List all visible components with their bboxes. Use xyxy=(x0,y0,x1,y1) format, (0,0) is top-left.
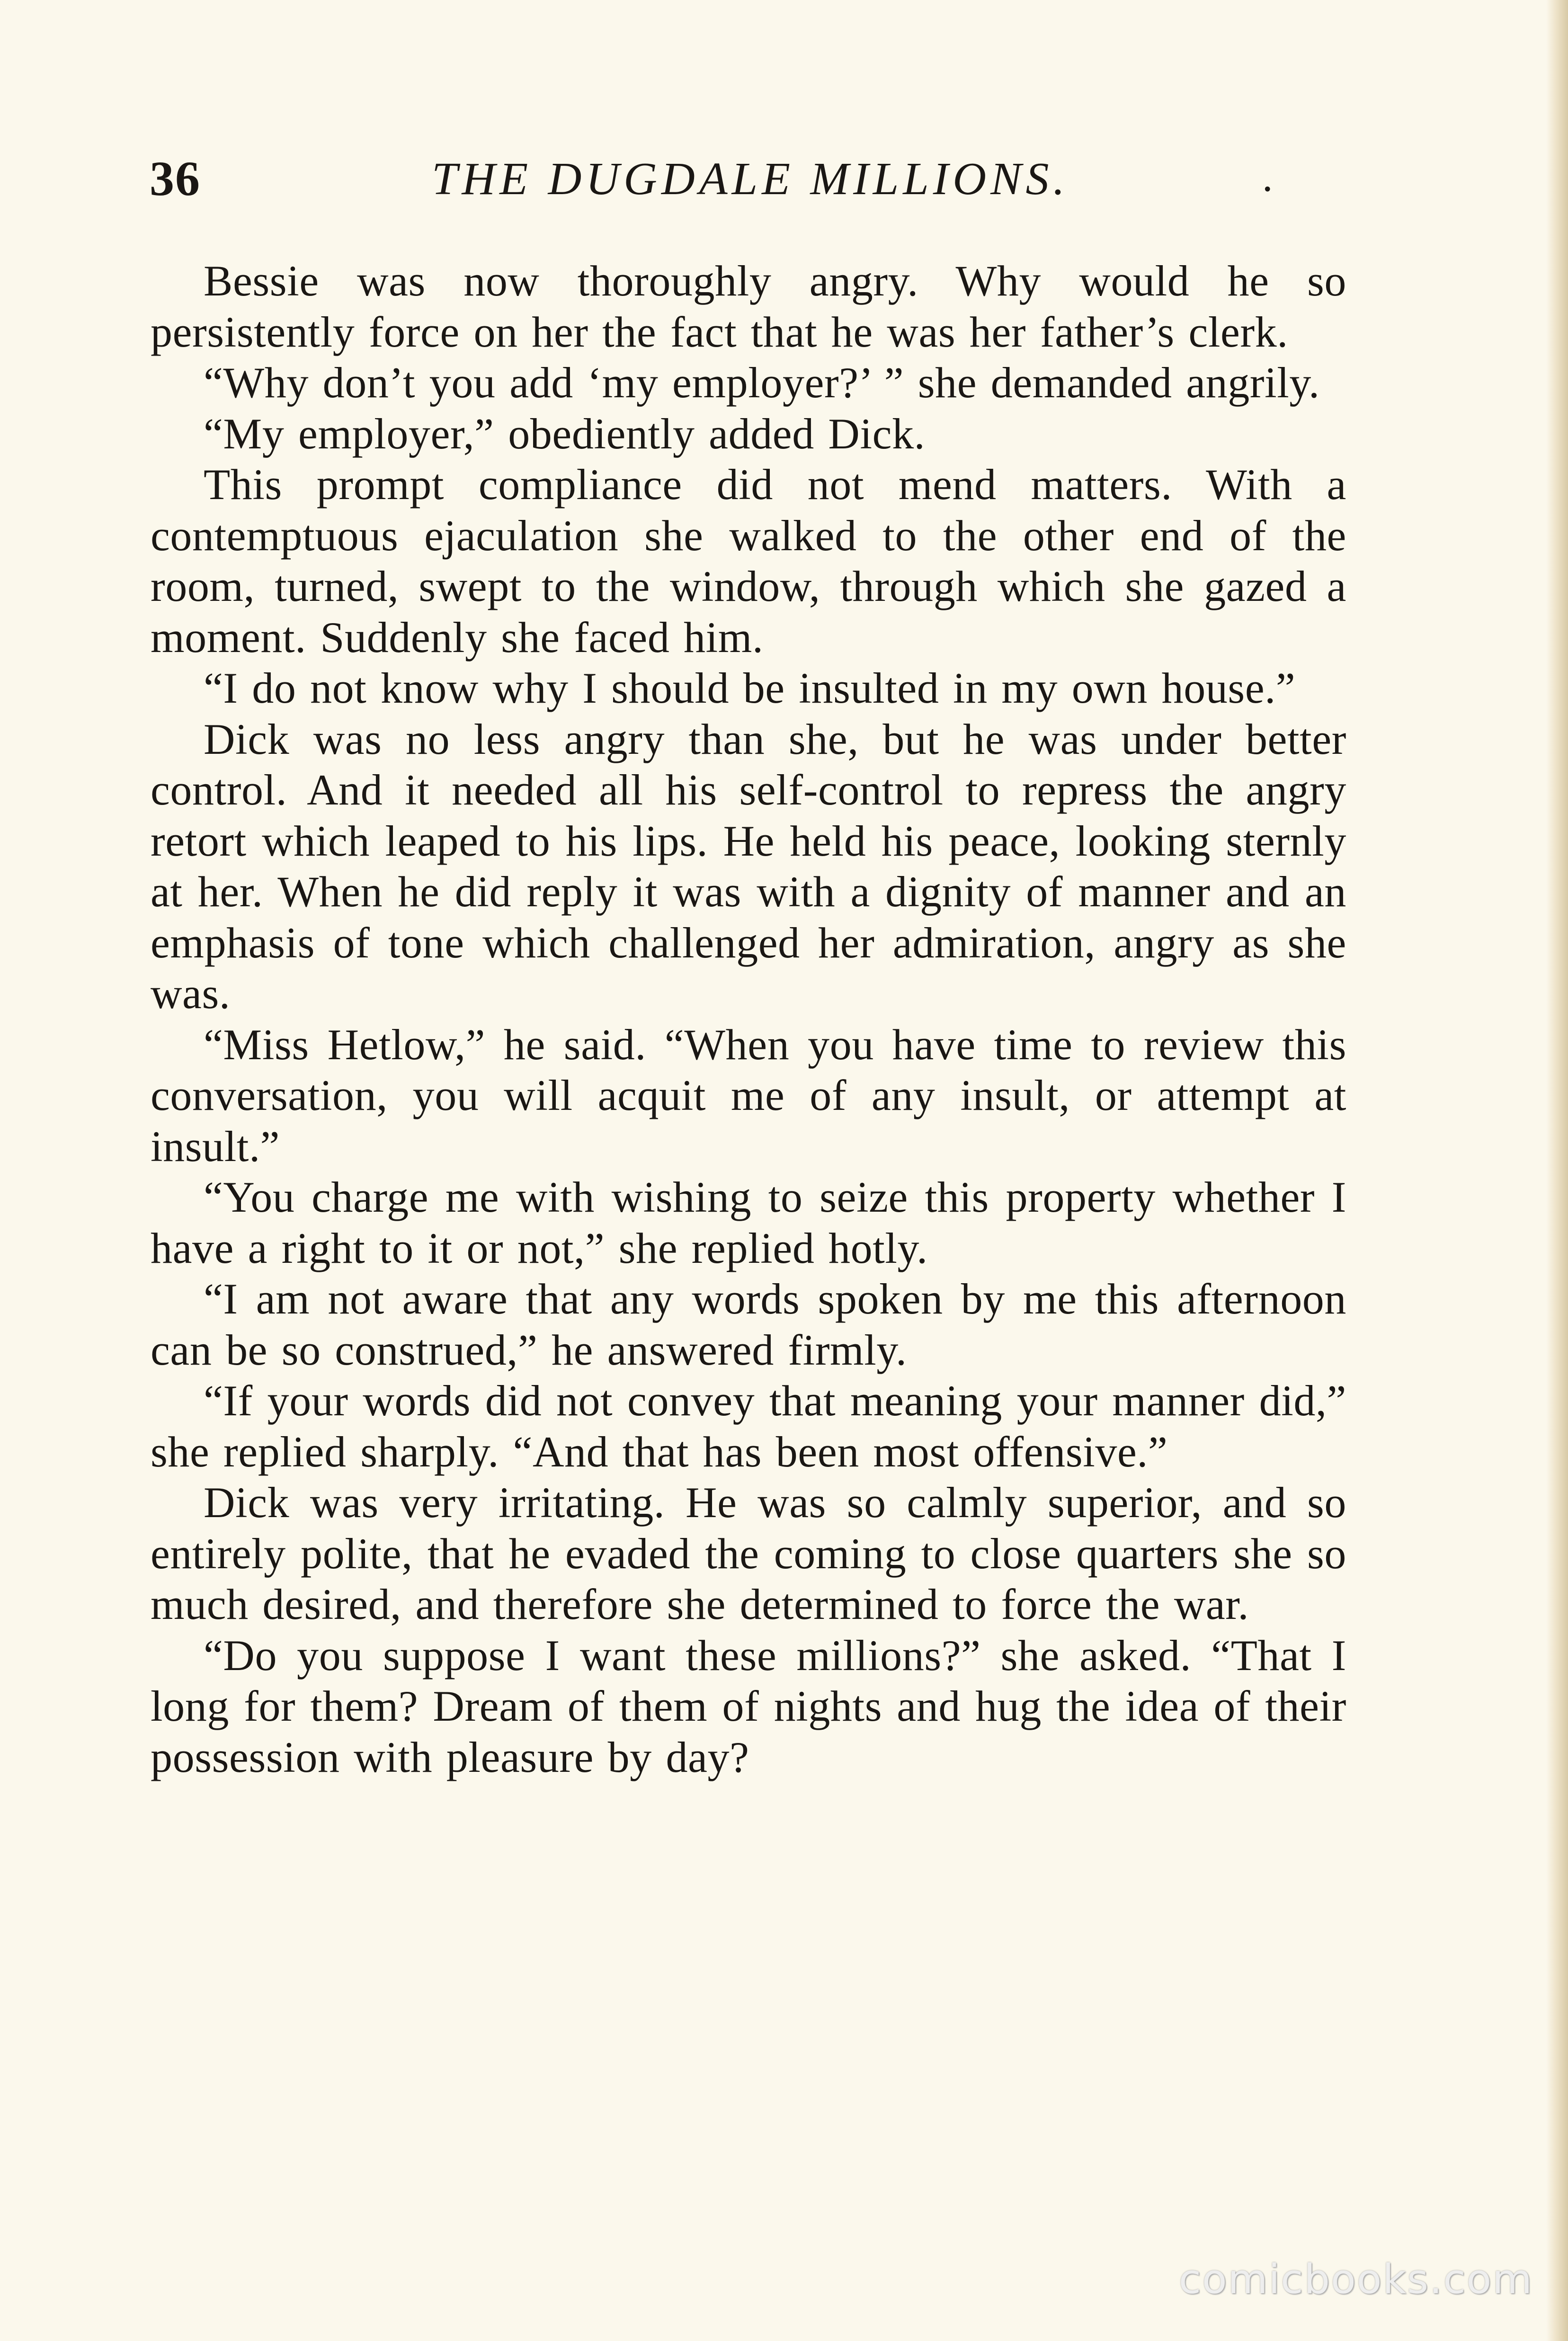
paragraph: “You charge me with wishing to seize this property whether I have a right to it or not,” she replied hotly. xyxy=(151,1173,1346,1272)
paragraph: This prompt compliance did not mend matters. With a contemptuous ejaculation she walked to the other end of the room, turned, swept to the window, through which she gazed a moment. Suddenly she faced him. xyxy=(151,460,1346,661)
running-head xyxy=(150,151,1347,217)
paragraph: Bessie was now thoroughly angry. Why would he so persistently force on her the fact that he was her father’s clerk. xyxy=(151,257,1346,356)
page-edge xyxy=(1546,0,1568,2341)
paragraph: “Do you suppose I want these millions?” she asked. “That I long for them? Dream of them of nights and hug the idea of their possession with pleasure by day? xyxy=(151,1631,1346,1781)
book-title: THE DUGDALE MILLIONS. xyxy=(432,153,1069,205)
paragraph: “If your words did not convey that meaning your manner did,” she replied sharply. “And that has been most offensive.” xyxy=(151,1376,1346,1476)
body-text xyxy=(151,256,1346,1783)
paragraph: Dick was no less angry than she, but he was under better control. And it needed all his self-control to repress the angry retort which leaped to his lips. He held his peace, looking sternly at her. When he did reply it was with a dignity of manner and an emphasis of tone which challenged her admiration, angry as she was. xyxy=(151,715,1346,1018)
paragraph: Dick was very irritating. He was so calmly superior, and so entirely polite, that he evaded the coming to close quarters she so much desired, and therefore she determined to force the war. xyxy=(151,1478,1346,1628)
paragraph: “I do not know why I should be insulted in my own house.” xyxy=(204,664,1296,712)
paragraph: “Why don’t you add ‘my employer?’ ” she demanded angrily. xyxy=(204,358,1320,407)
paragraph: “My employer,” obediently added Dick. xyxy=(204,409,926,458)
page-number: 36 xyxy=(150,152,201,206)
stray-mark: . xyxy=(1262,153,1273,200)
watermark: comicbooks.com xyxy=(1178,2256,1533,2303)
paragraph: “Miss Hetlow,” he said. “When you have time to review this conversation, you will acquit me of any insult, or attempt at insult.” xyxy=(151,1020,1346,1170)
paragraph: “I am not aware that any words spoken by me this afternoon can be so construed,” he answered firmly. xyxy=(151,1275,1346,1374)
